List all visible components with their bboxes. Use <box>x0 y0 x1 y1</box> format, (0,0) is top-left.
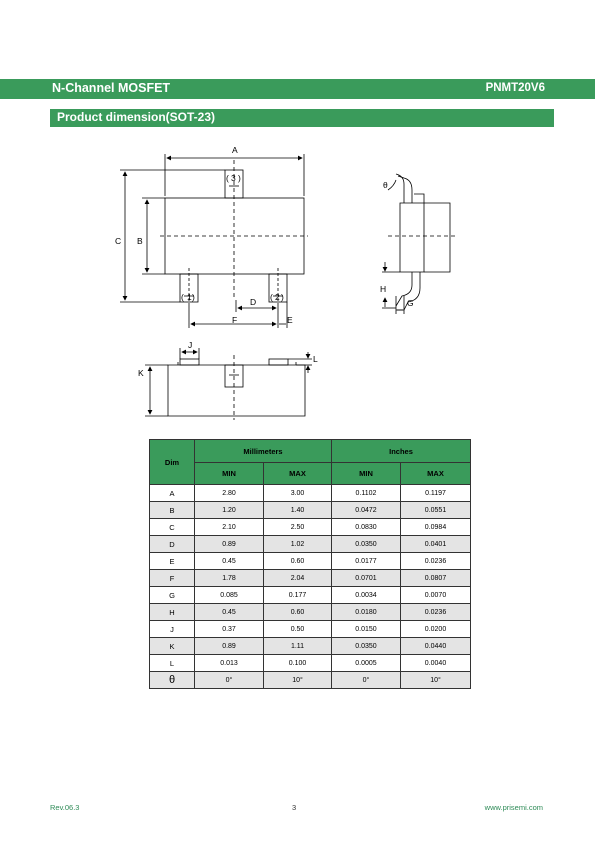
top-view <box>120 154 308 328</box>
in-max-cell: 0.0984 <box>401 519 471 536</box>
table-row <box>150 621 471 638</box>
inches-header: Inches <box>332 440 471 463</box>
dim-cell: F <box>150 570 195 587</box>
in-min-cell: 0.0350 <box>332 536 401 553</box>
dimension-table <box>149 439 471 689</box>
table-row <box>150 536 471 553</box>
table-row <box>150 519 471 536</box>
document-title: N-Channel MOSFET <box>52 81 171 95</box>
dim-label-h: H <box>380 284 387 294</box>
top-lead-shoulder <box>414 194 424 203</box>
table-row <box>150 570 471 587</box>
dim-label-d: D <box>250 297 257 307</box>
mm-max-cell: 3.00 <box>264 485 332 502</box>
theta-arc <box>388 180 396 190</box>
mm-max-cell: 1.02 <box>264 536 332 553</box>
footer-website-link[interactable]: www.prisemi.com <box>484 803 543 812</box>
mm-max-cell: 10° <box>264 672 332 689</box>
mm-min-cell: 0.45 <box>195 604 264 621</box>
in-min-cell: 0.0830 <box>332 519 401 536</box>
front-lead-right <box>269 359 288 365</box>
table-row <box>150 672 471 689</box>
side-body-taper <box>424 203 450 272</box>
in-min-cell: 0.0150 <box>332 621 401 638</box>
table-row <box>150 587 471 604</box>
front-lead-left <box>180 359 199 365</box>
dim-cell: L <box>150 655 195 672</box>
mm-max-cell: 0.50 <box>264 621 332 638</box>
dim-label-k: K <box>138 368 144 378</box>
front-body <box>168 365 305 416</box>
in-max-cell: 0.0040 <box>401 655 471 672</box>
in-max-cell: 0.0440 <box>401 638 471 655</box>
mm-min-cell: 0.45 <box>195 553 264 570</box>
mm-min-cell: 2.10 <box>195 519 264 536</box>
pin-1-label: 1 <box>187 292 192 302</box>
in-min-cell: 0.0034 <box>332 587 401 604</box>
dim-label-b: B <box>137 236 143 246</box>
dim-cell: K <box>150 638 195 655</box>
dim-label-e: E <box>287 315 293 325</box>
top-lead-outer <box>396 174 404 203</box>
dim-column-header: Dim <box>150 440 195 485</box>
pin-2-label: 2 <box>275 292 280 302</box>
dim-cell: D <box>150 536 195 553</box>
mm-max-cell: 1.40 <box>264 502 332 519</box>
mm-max-cell: 2.04 <box>264 570 332 587</box>
mm-min-cell: 0.89 <box>195 638 264 655</box>
in-max-cell: 0.0551 <box>401 502 471 519</box>
in-max-cell: 0.0200 <box>401 621 471 638</box>
mm-min-cell: 0.013 <box>195 655 264 672</box>
in-min-cell: 0° <box>332 672 401 689</box>
in-max-cell: 0.0236 <box>401 553 471 570</box>
dim-label-j: J <box>188 340 193 350</box>
dim-label-l: L <box>313 354 318 364</box>
mm-min-cell: 0.89 <box>195 536 264 553</box>
dim-label-theta: θ <box>383 180 388 190</box>
side-view <box>382 174 456 314</box>
in-min-cell: 0.0701 <box>332 570 401 587</box>
in-min-cell: 0.0350 <box>332 638 401 655</box>
millimeters-header: Millimeters <box>195 440 332 463</box>
dim-label-g: G <box>407 298 414 308</box>
in-max-cell: 10° <box>401 672 471 689</box>
table-subheader-row <box>150 463 471 485</box>
dim-label-f: F <box>232 315 238 325</box>
in-min-cell: 0.0472 <box>332 502 401 519</box>
pin-2-bracket-right: ) <box>281 292 284 302</box>
pin-3-bracket-left: ( <box>226 173 229 183</box>
mm-min-cell: 1.20 <box>195 502 264 519</box>
in-max-cell: 0.0070 <box>401 587 471 604</box>
in-min-cell: 0.0180 <box>332 604 401 621</box>
side-body <box>400 203 424 272</box>
mm-min-cell: 0° <box>195 672 264 689</box>
mm-min-cell: 2.80 <box>195 485 264 502</box>
table-header-row <box>150 440 471 463</box>
mm-max-cell: 0.100 <box>264 655 332 672</box>
pin-1-bracket-left: ( <box>181 292 184 302</box>
dim-cell: B <box>150 502 195 519</box>
table-row <box>150 553 471 570</box>
mm-min-cell: 0.085 <box>195 587 264 604</box>
mm-min-header: MIN <box>195 463 264 485</box>
pin-3-label: 3 <box>231 173 236 183</box>
section-title: Product dimension(SOT-23) <box>57 110 216 124</box>
in-max-cell: 0.0401 <box>401 536 471 553</box>
mm-max-cell: 0.60 <box>264 604 332 621</box>
front-view <box>145 348 312 420</box>
package-body-top <box>165 198 304 274</box>
in-min-cell: 0.0177 <box>332 553 401 570</box>
in-min-cell: 0.0005 <box>332 655 401 672</box>
dim-cell: J <box>150 621 195 638</box>
dim-cell: θ <box>150 672 195 689</box>
in-min-cell: 0.1102 <box>332 485 401 502</box>
in-max-cell: 0.0807 <box>401 570 471 587</box>
dim-cell: G <box>150 587 195 604</box>
mm-max-cell: 0.60 <box>264 553 332 570</box>
table-row <box>150 655 471 672</box>
pin-1-bracket-right: ) <box>192 292 195 302</box>
top-lead-inner <box>398 176 412 203</box>
dim-cell: E <box>150 553 195 570</box>
mm-max-header: MAX <box>264 463 332 485</box>
dim-cell: C <box>150 519 195 536</box>
table-row <box>150 485 471 502</box>
in-max-header: MAX <box>401 463 471 485</box>
table-row <box>150 638 471 655</box>
mm-max-cell: 1.11 <box>264 638 332 655</box>
mm-max-cell: 0.177 <box>264 587 332 604</box>
pin-3-bracket-right: ) <box>238 173 241 183</box>
pin-2-bracket-left: ( <box>270 292 273 302</box>
mm-max-cell: 2.50 <box>264 519 332 536</box>
mm-min-cell: 1.78 <box>195 570 264 587</box>
dim-cell: A <box>150 485 195 502</box>
dim-cell: H <box>150 604 195 621</box>
table-row <box>150 604 471 621</box>
mm-min-cell: 0.37 <box>195 621 264 638</box>
in-max-cell: 0.0236 <box>401 604 471 621</box>
dim-label-a: A <box>232 145 238 155</box>
footer-page-number: 3 <box>292 803 297 812</box>
part-number: PNMT20V6 <box>485 82 545 94</box>
in-max-cell: 0.1197 <box>401 485 471 502</box>
in-min-header: MIN <box>332 463 401 485</box>
front-body-chamfer <box>178 362 296 365</box>
footer-revision: Rev.06.3 <box>50 803 80 812</box>
dim-label-c: C <box>115 236 122 246</box>
table-row <box>150 502 471 519</box>
